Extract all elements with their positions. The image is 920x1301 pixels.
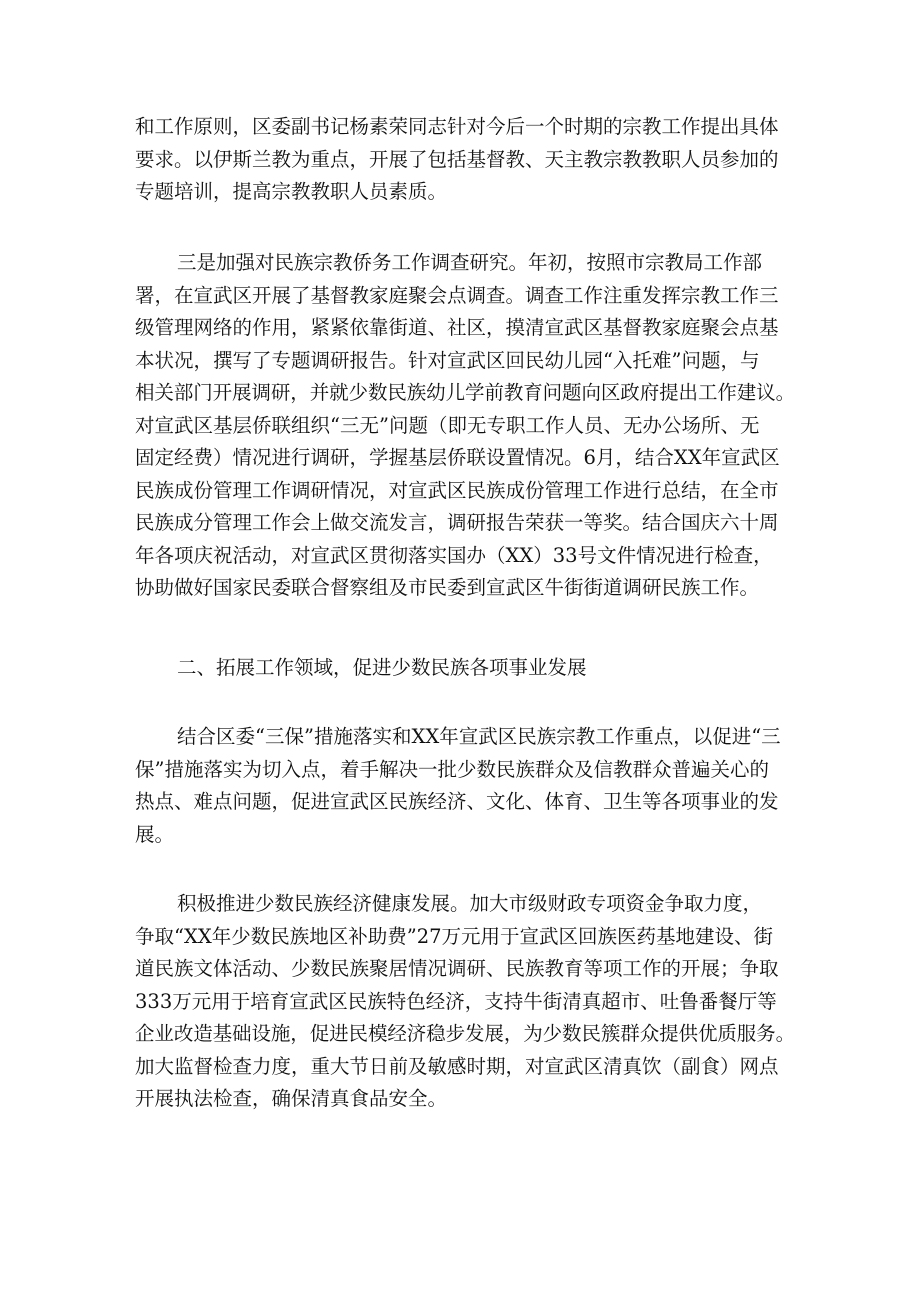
text-line: 争取“XX年少数民族地区补助费”27万元用于宣武区回族医药基地建设、街 xyxy=(135,924,774,948)
section-heading xyxy=(135,652,795,685)
text-line: 三是加强对民族宗教侨务工作调查研究。年初，按照市宗教局工作部 xyxy=(177,251,763,274)
text-line: 协助做好国家民委联合督察组及市民委到宣武区牛街街道调研民族工作。 xyxy=(135,576,760,599)
text-line: 333万元用于培育宣武区民族特色经济，支持牛街清真超市、吐鲁番餐厅等 xyxy=(135,989,777,1013)
text-line: 展。 xyxy=(135,822,175,846)
paragraph-4 xyxy=(135,888,795,1116)
paragraph-1 xyxy=(135,111,795,209)
text-line: 专题培训，提高宗教教职人员素质。 xyxy=(135,180,448,203)
text-line: 相关部门开展调研，并就少数民族幼儿学前教育问题向区政府提出工作建议。 xyxy=(135,381,796,404)
text-line: 固定经费）情况进行调研，学握基层侨联设置情况。6月，结合XX年宣武区 xyxy=(135,446,780,469)
text-line: 保”措施落实为切入点，着手解决一批少数民族群众及信教群众普遍关心的 xyxy=(135,757,769,781)
text-line: 年各项庆祝活动，对宣武区贯彻落实国办（XX）33号文件情况进行检查， xyxy=(135,543,773,567)
text-line: 企业改造基础设施，促进民模经济稳步发展，为少数民簇群众提供优质服务。 xyxy=(135,1022,796,1045)
text-line: 级管理网络的作用，紧紧依靠街道、社区，摸清宣武区基督教家庭聚会点基 xyxy=(135,316,779,339)
text-line: 本状况，撰写了专题调研报告。针对宣武区回民幼儿园“入托难”问题，与 xyxy=(135,348,760,372)
text-line: 结合区委“三保”措施落实和XX年宣武区民族宗教工作重点，以促进“三 xyxy=(177,725,781,748)
text-line: 署，在宣武区开展了基督教家庭聚会点调查。调查工作注重发挥宗教工作三 xyxy=(135,283,779,307)
text-line: 积极推进少数民族经济健康发展。加大市级财政专项资金争取力度， xyxy=(177,892,763,915)
text-line: 热点、难点问题，促进宣武区民族经济、文化、体育、卫生等各项事业的发 xyxy=(135,790,779,813)
text-line: 和工作原则，区委副书记杨素荣同志针对今后一个时期的宗教工作提出具体 xyxy=(135,115,779,138)
paragraph-2 xyxy=(135,247,795,605)
text-line: 加大监督检查力度，重大节日前及敏感时期，对宣武区清真饮（副食）网点 xyxy=(135,1054,779,1078)
text-line: 对宣武区基层侨联组织“三无”问题（即无专职工作人员、无办公场所、无 xyxy=(135,413,760,437)
text-line: 民族成分管理工作会上做交流发言，调研报告荣获一等奖。结合国庆六十周 xyxy=(135,511,779,534)
text-line: 民族成份管理工作调研情况，对宣武区民族成份管理工作进行总结，在全市 xyxy=(135,478,779,502)
paragraph-3 xyxy=(135,721,795,851)
text-line: 开展执法检查，确保清真食品安全。 xyxy=(135,1087,448,1110)
heading-text: 二、拓展工作领域，促进少数民族各项事业发展 xyxy=(177,656,587,679)
text-line: 要求。以伊斯兰教为重点，开展了包括基督教、天主教宗教教职人员参加的 xyxy=(135,147,779,171)
text-line: 道民族文体活动、少数民族聚居情况调研、民族教育等项工作的开展；争取 xyxy=(135,957,779,980)
